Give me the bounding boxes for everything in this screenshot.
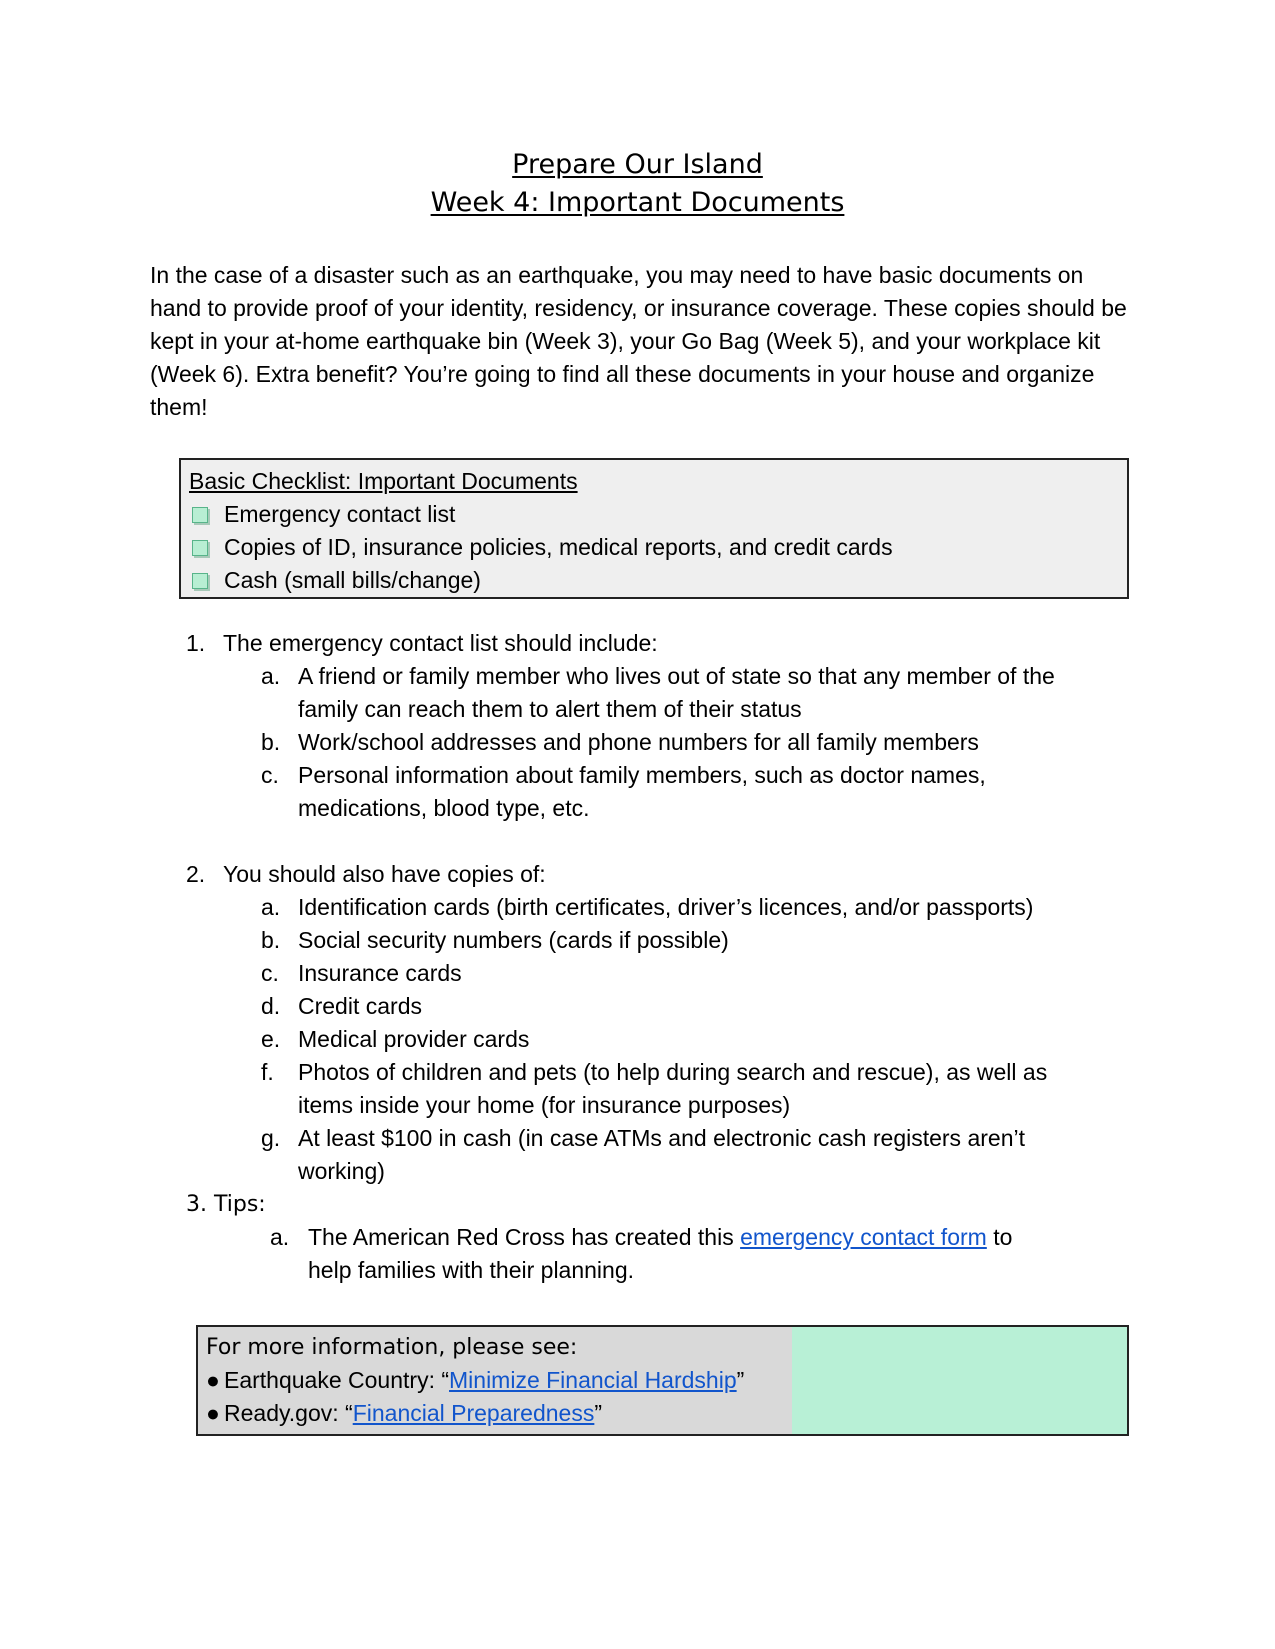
checklist-item: [189, 564, 1119, 597]
list-item-text: Photos of children and pets (to help during search and rescue), as well as: [298, 1059, 1048, 1085]
page-title: [0, 146, 1275, 222]
list-item-text: Work/school addresses and phone numbers for all family members: [298, 729, 979, 755]
list-marker: c.: [261, 762, 279, 788]
list-item-text: Medical provider cards: [298, 1026, 530, 1052]
list-item-text: Identification cards (birth certificates, driver’s licences, and/or passports): [298, 894, 1034, 920]
list-marker: b.: [261, 729, 281, 755]
checklist-item-label: Cash (small bills/change): [224, 567, 481, 593]
list-marker: g.: [261, 1125, 281, 1151]
checkbox-icon[interactable]: [192, 573, 208, 589]
list-marker: f.: [261, 1059, 274, 1085]
tips-line-2: help families with their planning.: [308, 1257, 635, 1283]
basic-checklist-box: [179, 458, 1129, 599]
list-item-text: Personal information about family members, such as doctor names,: [298, 762, 986, 788]
info-color-panel: [792, 1327, 1127, 1434]
list-item-text: Insurance cards: [298, 960, 462, 986]
more-info-content: [198, 1327, 792, 1434]
list-item-text: A friend or family member who lives out of state so that any member of the: [298, 663, 1055, 689]
list-item-text: Social security numbers (cards if possible): [298, 927, 729, 953]
section-1-heading: The emergency contact list should include:: [223, 630, 658, 656]
list-item-text: Credit cards: [298, 993, 422, 1019]
minimize-financial-hardship-link[interactable]: Minimize Financial Hardship: [449, 1367, 737, 1393]
list-item: [206, 1397, 784, 1430]
bullet-icon: ●: [206, 1400, 220, 1426]
list-item-text: working): [298, 1158, 385, 1184]
list-item-text: At least $100 in cash (in case ATMs and electronic cash registers aren’t: [298, 1125, 1025, 1151]
title-line-1: Prepare Our Island: [512, 149, 763, 180]
list-marker: a.: [261, 663, 281, 689]
financial-preparedness-link[interactable]: Financial Preparedness: [352, 1400, 595, 1426]
list-item: [186, 627, 205, 660]
info-suffix: ”: [594, 1400, 603, 1426]
checklist-item: [189, 498, 1119, 531]
list-number: 1.: [186, 630, 206, 656]
checkbox-icon[interactable]: [192, 540, 208, 556]
checklist-item: [189, 531, 1119, 564]
info-suffix: ”: [736, 1367, 745, 1393]
list-marker: b.: [261, 927, 281, 953]
section-2-heading: You should also have copies of:: [223, 861, 546, 887]
list-item-text: items inside your home (for insurance purposes): [298, 1092, 791, 1118]
checklist-heading: Basic Checklist: Important Documents: [189, 468, 578, 494]
info-prefix: Earthquake Country: “: [224, 1367, 450, 1393]
list-marker: c.: [261, 960, 279, 986]
list-marker: e.: [261, 1026, 281, 1052]
list-number: 2.: [186, 861, 206, 887]
tips-text: The American Red Cross has created this: [308, 1224, 741, 1250]
tips-line-1: [308, 1221, 1012, 1254]
list-marker: a.: [270, 1224, 290, 1250]
title-line-2: Week 4: Important Documents: [430, 187, 845, 218]
list-item-text: medications, blood type, etc.: [298, 795, 590, 821]
list-marker: d.: [261, 993, 281, 1019]
intro-paragraph: In the case of a disaster such as an earthquake, you may need to have basic documents on hand to provide proof of your identity, residency, or insurance coverage. These copies should be kept in your at-home earthquake bin (Week 3), your Go Bag (Week 5), and your workplace kit (Week 6). Extra benefit? You’re going to find all these documents in your house and organize them!: [150, 262, 1127, 420]
checklist-item-label: Copies of ID, insurance policies, medical reports, and credit cards: [224, 534, 893, 560]
bullet-icon: ●: [206, 1367, 220, 1393]
tips-text: to: [986, 1224, 1013, 1250]
list-item: [206, 1364, 784, 1397]
info-prefix: Ready.gov: “: [224, 1400, 353, 1426]
checklist-item-label: Emergency contact list: [224, 501, 456, 527]
list-item-text: family can reach them to alert them of their status: [298, 696, 802, 722]
emergency-contact-form-link[interactable]: emergency contact form: [740, 1224, 987, 1250]
more-info-heading: For more information, please see:: [206, 1335, 578, 1360]
more-info-box: [196, 1325, 1129, 1436]
tips-label: 3. Tips:: [186, 1192, 266, 1217]
checkbox-icon[interactable]: [192, 507, 208, 523]
list-marker: a.: [261, 894, 281, 920]
